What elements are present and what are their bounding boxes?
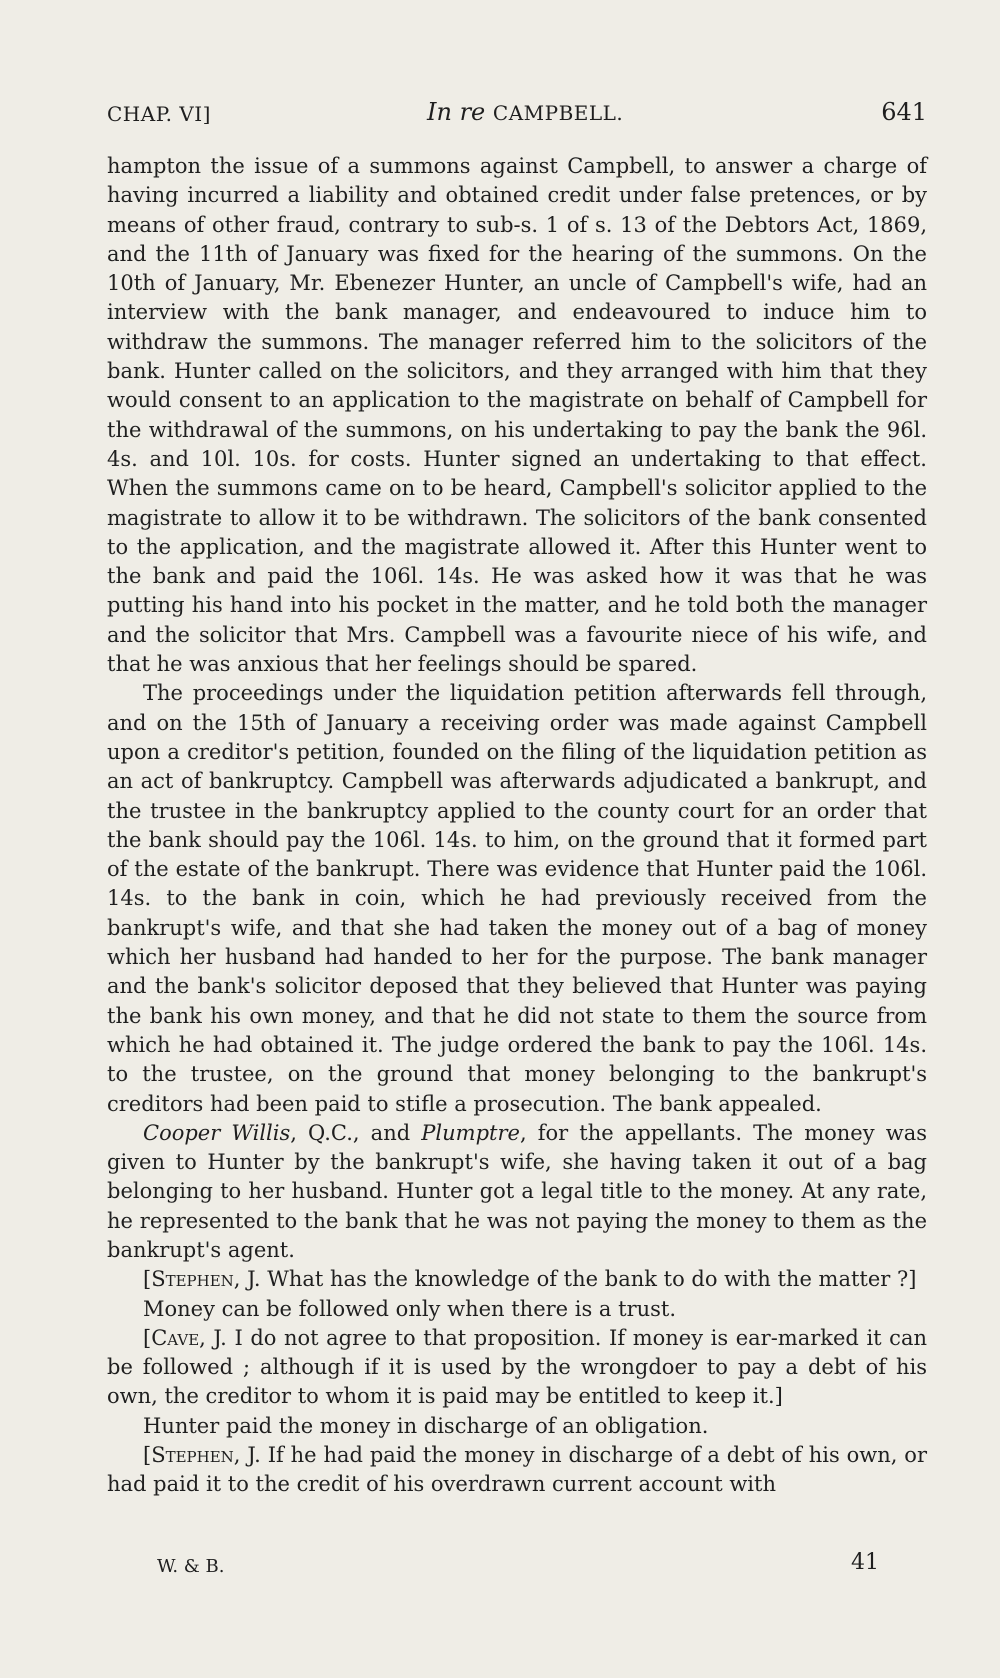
interjection-stephen-2 <box>107 1441 927 1500</box>
sheet-number: 41 <box>851 1550 879 1575</box>
paragraph-1: hampton the issue of a summons against Campbell, to answer a charge of having incurred a liability and obtained credit under false pretences, or by means of other fraud, contrary to sub-s. 1 of s. 13 of the Debtors Act, 1869, and the 11th of January was fixed for the hearing of the summons. On the 10th of January, Mr. Ebenezer Hunter, an uncle of Campbell's wife, had an interview with the bank manager, and endeavoured to induce him to withdraw the summons. The manager referred him to the solicitors of the bank. Hunter called on the solicitors, and they arranged with him that they would consent to an application to the magistrate on behalf of Campbell for the withdrawal of the summons, on his undertaking to pay the bank the 96l. 4s. and 10l. 10s. for costs. Hunter signed an undertaking to that effect. When the summons came on to be heard, Campbell's solicitor applied to the magistrate to allow it to be withdrawn. The solicitors of the bank consented to the application, and the magistrate allowed it. After this Hunter went to the bank and paid the 106l. 14s. He was asked how it was that he was putting his hand into his pocket in the matter, and he told both the manager and the solicitor that Mrs. Campbell was a favourite niece of his wife, and that he was anxious that her feelings should be spared. <box>107 154 927 677</box>
printer-signature: W. & B. <box>157 1556 225 1577</box>
interjection-text: , J. What has the knowledge of the bank to do with the matter ?] <box>233 1267 917 1292</box>
interjection-text: , J. I do not agree to that proposition. If money is ear-marked it can be followed ; although if it is used by the wrongdoer to pay a debt of his own, the creditor to whom it is paid may be entitled to keep it.] <box>107 1325 927 1409</box>
interjection-text: , J. If he had paid the money in discharge of a debt of his own, or had paid it to the credit of his overdrawn current account with <box>107 1443 927 1497</box>
bracket-open: [ <box>143 1267 152 1292</box>
page-number: 641 <box>881 98 927 126</box>
chapter-label: CHAP. VI] <box>107 102 211 126</box>
running-title <box>427 98 623 126</box>
running-title-prefix: In re <box>427 98 486 126</box>
interjection-stephen-1 <box>107 1265 927 1294</box>
page-body <box>107 152 927 1500</box>
bracket-open: [ <box>143 1443 152 1468</box>
counsel-name-2: Plumptre <box>421 1120 520 1145</box>
interjection-cave <box>107 1324 927 1412</box>
judge-name: Stephen <box>151 1443 234 1468</box>
counsel-qc: , Q.C., and <box>290 1120 422 1145</box>
running-title-name: CAMPBELL. <box>492 101 624 125</box>
judge-name: Cave <box>151 1325 200 1350</box>
running-header <box>107 98 927 134</box>
bracket-open: [ <box>143 1325 152 1350</box>
page-footer <box>107 1550 927 1580</box>
paragraph-2: The proceedings under the liquidation petition afterwards fell through, and on the 15th of January a receiving order was made against Campbell upon a creditor's petition, founded on the filing of the liquidation petition as an act of bankruptcy. Campbell was afterwards adjudicated a bankrupt, and the trustee in the bankruptcy applied to the county court for an order that the bank should pay the 106l. 14s. to him, on the ground that it formed part of the estate of the bankrupt. There was evidence that Hunter paid the 106l. 14s. to the bank in coin, which he had previously received from the bankrupt's wife, and that she had taken the money out of a bag of money which her husband had handed to her for the purpose. The bank manager and the bank's solicitor deposed that they believed that Hunter was paying the bank his own money, and that he did not state to them the source from which he had obtained it. The judge ordered the bank to pay the 106l. 14s. to the trustee, on the ground that money belonging to the bankrupt's creditors had been paid to stifle a prosecution. The bank appealed. <box>107 681 927 1116</box>
counsel-paragraph <box>107 1119 927 1265</box>
obligation-line: Hunter paid the money in discharge of an obligation. <box>143 1413 709 1438</box>
judge-name: Stephen <box>151 1267 234 1292</box>
trust-line: Money can be followed only when there is a trust. <box>143 1296 677 1321</box>
counsel-name-1: Cooper Willis <box>143 1120 291 1145</box>
counsel-text: , for the appellants. The money was given to Hunter by the bankrupt's wife, she having taken it out of a bag belonging to her husband. Hunter got a legal title to the money. At any rate, he represented to the bank that he was not paying the money to them as the bankrupt's agent. <box>107 1120 927 1262</box>
